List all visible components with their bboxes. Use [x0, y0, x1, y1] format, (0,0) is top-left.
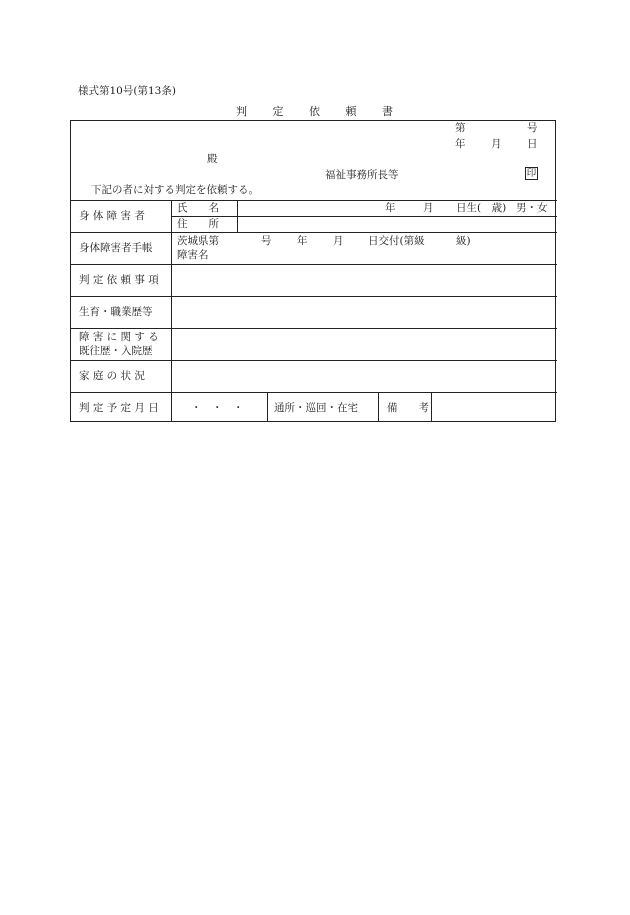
row-divider — [71, 392, 557, 393]
handbook-issue-year: 年 — [297, 235, 308, 247]
handbook-number-suffix: 号 — [261, 235, 272, 247]
sex-options: 男・女 — [516, 202, 548, 214]
date-month: 月 — [491, 138, 502, 150]
number-prefix: 第 — [455, 122, 466, 134]
date-day: 日 — [527, 138, 538, 150]
schedule-label: 判 定 予 定 月 日 — [79, 402, 159, 414]
disability-name-label: 障害名 — [177, 249, 209, 261]
form-table — [70, 120, 556, 422]
medical-label-line2: 既往歴・入院歴 — [79, 345, 153, 357]
handbook-issue-day-grade: 日交付(第級 — [368, 235, 425, 247]
row-divider — [71, 232, 557, 233]
remarks-label: 備 考 — [387, 402, 429, 414]
column-divider — [171, 200, 172, 422]
column-divider — [237, 200, 238, 232]
title-char: 依 — [309, 105, 320, 118]
schedule-date-dots: ・ ・ ・ — [191, 402, 244, 414]
row-divider — [171, 216, 557, 217]
issuer-title: 福祉事務所長等 — [325, 169, 399, 181]
birth-day-age: 日生( 歳) — [456, 202, 507, 214]
name-label: 氏 名 — [177, 202, 219, 214]
title-char: 定 — [272, 105, 284, 118]
title-char: 判 — [236, 105, 247, 118]
row-divider — [71, 296, 557, 297]
title-char: 書 — [382, 105, 393, 118]
seal-mark: 印 — [526, 168, 537, 179]
handbook-issue-prefix: 茨城県第 — [177, 235, 219, 247]
form-number: 様式第10号(第13条) — [78, 85, 176, 97]
birth-year: 年 — [385, 202, 396, 214]
row-divider — [71, 200, 557, 201]
medical-label-line1: 障 害 に 関 す る — [79, 331, 159, 343]
birth-month: 月 — [423, 202, 434, 214]
person-label: 身 体 障 害 者 — [79, 210, 145, 222]
row-divider — [71, 360, 557, 361]
addressee-honorific: 殿 — [207, 153, 218, 165]
number-suffix: 号 — [527, 122, 538, 134]
handbook-grade-suffix: 級) — [456, 235, 471, 247]
handbook-issue-month: 月 — [333, 235, 344, 247]
address-label: 住 所 — [177, 218, 219, 230]
column-divider — [267, 392, 268, 422]
row-divider — [71, 328, 557, 329]
document-title — [236, 106, 415, 117]
title-char: 頼 — [345, 105, 357, 118]
family-label: 家 庭 の 状 況 — [79, 370, 145, 382]
history-label: 生育・職業歴等 — [79, 306, 153, 318]
column-divider — [378, 392, 379, 422]
date-year: 年 — [455, 138, 466, 150]
column-divider — [431, 392, 432, 422]
handbook-label: 身体障害者手帳 — [79, 242, 153, 254]
visit-method-options: 通所・巡回・在宅 — [274, 402, 358, 414]
request-statement: 下記の者に対する判定を依頼する。 — [91, 184, 259, 196]
row-divider — [71, 264, 557, 265]
request-items-label: 判 定 依 頼 事 項 — [79, 274, 159, 286]
